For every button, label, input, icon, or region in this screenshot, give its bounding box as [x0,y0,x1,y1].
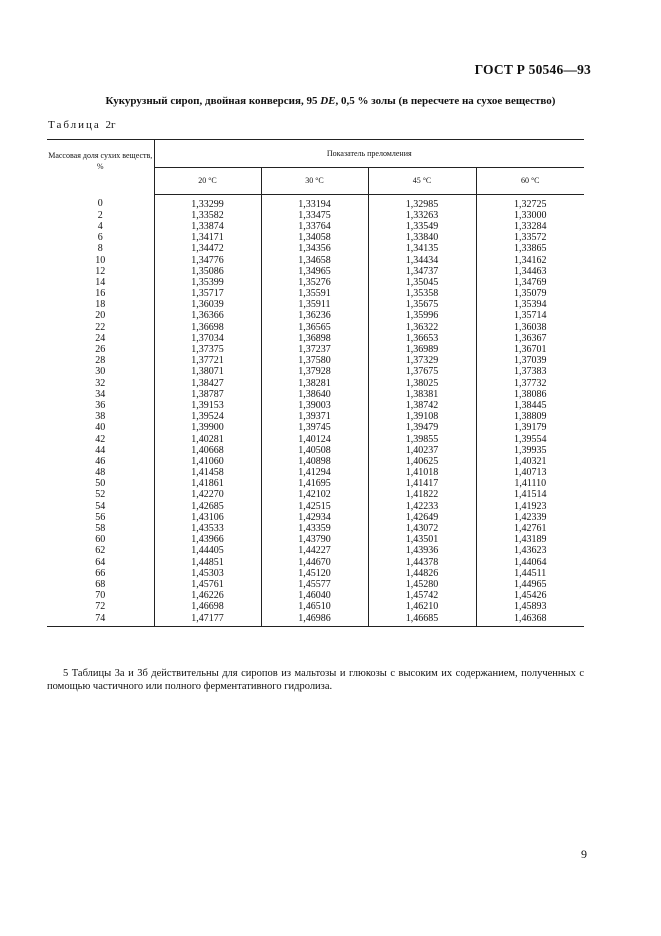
cell-ri-20: 1,38427 [154,378,261,389]
cell-ri-30: 1,39745 [261,422,368,433]
cell-ri-45: 1,32985 [368,194,476,210]
cell-ri-20: 1,43533 [154,523,261,534]
cell-ri-45: 1,45742 [368,590,476,601]
cell-ri-45: 1,43936 [368,545,476,556]
table-row [47,545,584,556]
cell-ri-45: 1,35996 [368,310,476,321]
header-temp-30: 30 °С [261,168,368,194]
cell-ri-30: 1,46986 [261,612,368,626]
cell-ri-45: 1,36989 [368,344,476,355]
cell-ri-20: 1,43106 [154,512,261,523]
table-row [47,389,584,400]
cell-dry-matter: 28 [47,355,154,366]
cell-ri-20: 1,40668 [154,445,261,456]
cell-ri-20: 1,39153 [154,400,261,411]
cell-ri-60: 1,35394 [514,299,547,311]
cell-ri-60: 1,36701 [514,344,547,356]
table-row [47,568,584,579]
table-label-number: 2г [105,119,116,131]
cell-ri-60: 1,40321 [514,455,547,467]
cell-dry-matter: 6 [47,232,154,243]
cell-dry-matter: 40 [47,422,154,433]
cell-ri-45: 1,38025 [368,378,476,389]
cell-ri-60: 1,39179 [514,422,547,434]
cell-ri-45: 1,44378 [368,557,476,568]
cell-ri-45: 1,45280 [368,579,476,590]
cell-ri-60: 1,35714 [514,310,547,322]
cell-dry-matter: 74 [47,612,154,626]
cell-dry-matter: 14 [47,277,154,288]
cell-ri-60: 1,43623 [514,545,547,557]
table-row [47,344,584,355]
cell-ri-45: 1,43072 [368,523,476,534]
cell-dry-matter: 0 [47,194,154,210]
cell-dry-matter: 38 [47,411,154,422]
table-title-part1: Кукурузный сироп, двойная конверсия, 95 [105,95,321,107]
cell-ri-60: 1,37383 [514,366,547,378]
cell-dry-matter: 2 [47,210,154,221]
cell-ri-30: 1,41695 [261,478,368,489]
table-label-word: Таблица [48,119,101,131]
table-row [47,288,584,299]
cell-ri-45: 1,38742 [368,400,476,411]
cell-ri-30: 1,46510 [261,601,368,612]
cell-ri-30: 1,33764 [261,221,368,232]
table-row [47,501,584,512]
cell-dry-matter: 8 [47,243,154,254]
cell-ri-45: 1,36322 [368,322,476,333]
cell-ri-60: 1,42761 [514,523,547,535]
cell-ri-30: 1,34965 [261,266,368,277]
cell-dry-matter: 48 [47,467,154,478]
cell-ri-20: 1,38787 [154,389,261,400]
cell-ri-20: 1,39524 [154,411,261,422]
cell-ri-60: 1,46368 [476,612,584,626]
cell-ri-20: 1,37721 [154,355,261,366]
cell-ri-60: 1,35079 [514,288,547,300]
cell-ri-45: 1,35358 [368,288,476,299]
table-row [47,366,584,377]
cell-ri-30: 1,36565 [261,322,368,333]
cell-ri-20: 1,35717 [154,288,261,299]
cell-dry-matter: 58 [47,523,154,534]
cell-ri-45: 1,34737 [368,266,476,277]
table-row [47,400,584,411]
cell-ri-45: 1,35045 [368,277,476,288]
cell-ri-20: 1,40281 [154,433,261,444]
cell-ri-60: 1,34162 [514,254,547,266]
cell-ri-45: 1,37675 [368,366,476,377]
cell-ri-20: 1,46226 [154,590,261,601]
table-row [47,579,584,590]
cell-ri-20: 1,36039 [154,299,261,310]
footnote-5: 5 Таблицы 3а и 3б действительны для сиропов из мальтозы и глюкозы с высоким их содержанием, полученных с помощью частичного или полного ферментативного гидролиза. [47,668,584,692]
cell-ri-30: 1,36898 [261,333,368,344]
cell-ri-45: 1,41822 [368,489,476,500]
cell-ri-60: 1,33000 [514,209,547,221]
cell-dry-matter: 10 [47,254,154,265]
cell-ri-20: 1,33299 [154,194,261,210]
cell-ri-45: 1,40625 [368,456,476,467]
cell-ri-30: 1,35911 [261,299,368,310]
cell-ri-20: 1,46698 [154,601,261,612]
cell-ri-30: 1,42515 [261,501,368,512]
table-row [47,523,584,534]
cell-ri-60: 1,41514 [514,489,547,501]
table-row [47,433,584,444]
cell-ri-30: 1,42102 [261,489,368,500]
cell-ri-45: 1,39108 [368,411,476,422]
cell-ri-20: 1,33582 [154,210,261,221]
cell-ri-30: 1,46040 [261,590,368,601]
document-code: ГОСТ Р 50546—93 [474,62,591,77]
cell-ri-60: 1,44511 [514,567,547,579]
cell-ri-45: 1,44826 [368,568,476,579]
cell-ri-20: 1,35086 [154,266,261,277]
cell-dry-matter: 52 [47,489,154,500]
cell-dry-matter: 68 [47,579,154,590]
cell-ri-60: 1,44965 [514,578,547,590]
cell-ri-60: 1,32725 [514,198,547,210]
cell-ri-60: 1,39554 [514,433,547,445]
cell-ri-30: 1,45577 [261,579,368,590]
cell-ri-30: 1,34658 [261,254,368,265]
cell-ri-30: 1,40898 [261,456,368,467]
header-temp-60: 60 °С [476,168,584,194]
table-row [47,456,584,467]
cell-ri-20: 1,33874 [154,221,261,232]
cell-ri-45: 1,37329 [368,355,476,366]
cell-ri-20: 1,42270 [154,489,261,500]
cell-ri-20: 1,37034 [154,333,261,344]
cell-ri-20: 1,41458 [154,467,261,478]
cell-dry-matter: 66 [47,568,154,579]
cell-ri-60: 1,33284 [514,220,547,232]
cell-ri-60: 1,33865 [514,243,547,255]
cell-ri-20: 1,45761 [154,579,261,590]
table-row [47,512,584,523]
table-row [47,355,584,366]
cell-ri-30: 1,34356 [261,243,368,254]
cell-ri-60: 1,33572 [514,232,547,244]
cell-dry-matter: 22 [47,322,154,333]
cell-ri-45: 1,41018 [368,467,476,478]
cell-ri-20: 1,44851 [154,557,261,568]
cell-ri-20: 1,42685 [154,501,261,512]
cell-ri-30: 1,40124 [261,433,368,444]
cell-dry-matter: 42 [47,433,154,444]
cell-dry-matter: 56 [47,512,154,523]
cell-dry-matter: 72 [47,601,154,612]
cell-ri-30: 1,41294 [261,467,368,478]
cell-ri-30: 1,36236 [261,310,368,321]
cell-ri-20: 1,47177 [154,612,261,626]
table-row [47,232,584,243]
cell-ri-30: 1,43359 [261,523,368,534]
table-row [47,489,584,500]
table-row [47,254,584,265]
cell-ri-20: 1,35399 [154,277,261,288]
cell-ri-60: 1,36367 [514,332,547,344]
cell-ri-30: 1,39003 [261,400,368,411]
cell-ri-30: 1,40508 [261,445,368,456]
cell-dry-matter: 34 [47,389,154,400]
cell-ri-30: 1,42934 [261,512,368,523]
cell-ri-20: 1,45303 [154,568,261,579]
cell-ri-60: 1,38086 [514,388,547,400]
table-label [48,119,116,131]
cell-ri-20: 1,43966 [154,534,261,545]
cell-ri-60: 1,45893 [514,601,547,613]
table-row [47,411,584,422]
cell-ri-30: 1,38640 [261,389,368,400]
table-row [47,445,584,456]
cell-ri-45: 1,46685 [368,612,476,626]
table-row [47,310,584,321]
cell-ri-30: 1,34058 [261,232,368,243]
cell-dry-matter: 62 [47,545,154,556]
cell-ri-60: 1,41110 [514,478,547,490]
cell-ri-60: 1,34463 [514,265,547,277]
cell-ri-60: 1,37732 [514,377,547,389]
cell-ri-30: 1,33194 [261,194,368,210]
cell-ri-45: 1,38381 [368,389,476,400]
cell-ri-30: 1,43790 [261,534,368,545]
cell-ri-45: 1,36653 [368,333,476,344]
cell-ri-45: 1,35675 [368,299,476,310]
cell-ri-30: 1,39371 [261,411,368,422]
cell-ri-60: 1,36038 [514,321,547,333]
table-row [47,210,584,221]
header-temp-45: 45 °С [368,168,476,194]
cell-ri-30: 1,44227 [261,545,368,556]
cell-ri-30: 1,45120 [261,568,368,579]
cell-dry-matter: 24 [47,333,154,344]
cell-ri-30: 1,35591 [261,288,368,299]
page-number: 9 [581,847,587,861]
table-row [47,590,584,601]
header-refractive-index: Показатель преломления [154,140,584,168]
cell-dry-matter: 70 [47,590,154,601]
table-row [47,194,584,210]
table-row [47,243,584,254]
table-row [47,467,584,478]
cell-ri-45: 1,40237 [368,445,476,456]
cell-ri-45: 1,43501 [368,534,476,545]
table-row [47,333,584,344]
table-title-part2: , 0,5 % золы (в пересчете на сухое вещество) [335,95,556,107]
refractive-index-table [47,139,584,627]
table-row [47,612,584,626]
table-row [47,266,584,277]
cell-ri-30: 1,37580 [261,355,368,366]
cell-ri-45: 1,39855 [368,433,476,444]
cell-ri-20: 1,36698 [154,322,261,333]
cell-dry-matter: 46 [47,456,154,467]
cell-dry-matter: 18 [47,299,154,310]
cell-ri-60: 1,38445 [514,399,547,411]
table-row [47,601,584,612]
cell-ri-45: 1,33263 [368,210,476,221]
table-title-italic: DE [320,95,336,107]
cell-dry-matter: 20 [47,310,154,321]
table-body [47,194,584,626]
cell-ri-20: 1,44405 [154,545,261,556]
table-row [47,299,584,310]
cell-ri-45: 1,33549 [368,221,476,232]
cell-ri-20: 1,36366 [154,310,261,321]
cell-dry-matter: 4 [47,221,154,232]
cell-dry-matter: 12 [47,266,154,277]
table-row [47,422,584,433]
cell-dry-matter: 50 [47,478,154,489]
cell-dry-matter: 44 [47,445,154,456]
cell-ri-30: 1,44670 [261,557,368,568]
cell-dry-matter: 54 [47,501,154,512]
cell-ri-30: 1,35276 [261,277,368,288]
cell-ri-45: 1,34434 [368,254,476,265]
cell-ri-30: 1,37237 [261,344,368,355]
cell-ri-60: 1,34769 [514,276,547,288]
cell-ri-45: 1,46210 [368,601,476,612]
cell-ri-20: 1,34472 [154,243,261,254]
cell-ri-45: 1,41417 [368,478,476,489]
cell-ri-60: 1,37039 [514,355,547,367]
cell-ri-45: 1,34135 [368,243,476,254]
cell-ri-30: 1,33475 [261,210,368,221]
table-row [47,277,584,288]
table-row [47,378,584,389]
table-row [47,534,584,545]
cell-ri-30: 1,38281 [261,378,368,389]
header-dry-matter: Массовая доля сухих веществ, % [47,140,154,195]
header-temp-20: 20 °С [154,168,261,194]
cell-ri-60: 1,45426 [514,590,547,602]
cell-ri-45: 1,33840 [368,232,476,243]
cell-ri-60: 1,41923 [514,500,547,512]
cell-dry-matter: 64 [47,557,154,568]
table-row [47,478,584,489]
cell-ri-20: 1,38071 [154,366,261,377]
cell-ri-60: 1,43189 [514,534,547,546]
cell-dry-matter: 32 [47,378,154,389]
cell-ri-45: 1,42649 [368,512,476,523]
cell-ri-20: 1,39900 [154,422,261,433]
cell-dry-matter: 60 [47,534,154,545]
table-row [47,557,584,568]
cell-ri-60: 1,38809 [514,411,547,423]
cell-ri-45: 1,42233 [368,501,476,512]
cell-ri-60: 1,44064 [514,556,547,568]
cell-ri-20: 1,34776 [154,254,261,265]
cell-ri-20: 1,34171 [154,232,261,243]
cell-dry-matter: 30 [47,366,154,377]
cell-ri-20: 1,41861 [154,478,261,489]
cell-ri-60: 1,39935 [514,444,547,456]
cell-dry-matter: 16 [47,288,154,299]
cell-ri-30: 1,37928 [261,366,368,377]
cell-ri-45: 1,39479 [368,422,476,433]
table-row [47,322,584,333]
table-title [0,95,661,107]
cell-ri-20: 1,41060 [154,456,261,467]
cell-ri-60: 1,40713 [514,467,547,479]
cell-ri-20: 1,37375 [154,344,261,355]
cell-ri-60: 1,42339 [514,511,547,523]
cell-dry-matter: 36 [47,400,154,411]
table-row [47,221,584,232]
cell-dry-matter: 26 [47,344,154,355]
